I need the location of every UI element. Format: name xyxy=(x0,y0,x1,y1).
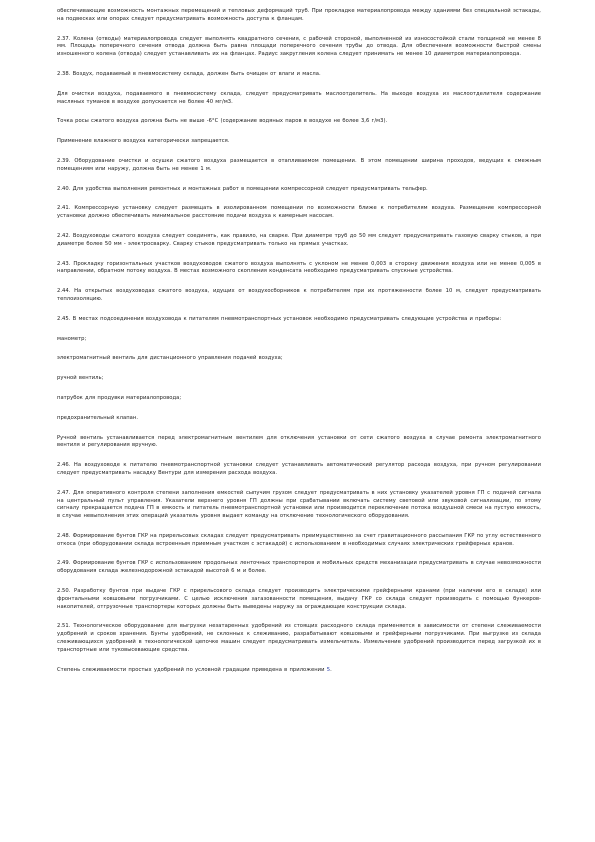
paragraph-appendix-reference xyxy=(57,667,541,675)
paragraph-2-49: 2.49. Формирование бунтов ГКР с использованием продольных ленточных транспортеров и мобильных средств механизации предусматривать в случае невозможности оборудования склада железнодорожной эстакадой высотой 6 м и более. xyxy=(57,560,541,575)
document-page xyxy=(57,8,541,834)
paragraph-2-47: 2.47. Для оперативного контроля степени заполнения емкостей сыпучим грузом следует предусматривать в них установку указателей уровня ГП с подачей сигнала на центральный пульт управления. Указатели верхнего уровня ГП должны при срабатывании включать систему световой или звуковой сигнализации, по этому сигналу прекращается подача ГП в емкость и питатель пневмотранспортной установки или производится переключение потока воздушной смеси на пустую емкость, в случае невыполнения этих операций указатель уровня выдает команду на отключение технологического оборудования. xyxy=(57,489,541,520)
paragraph-2-46: 2.46. На воздуховоде к питателю пневмотранспортной установки следует устанавливать автоматический регулятор расхода воздуха, при ручном регулировании следует предусматривать насадку Вентури для измерения расхода воздуха. xyxy=(57,462,541,476)
paragraph-2-50: 2.50. Разработку бунтов при выдаче ГКР с прирельсового склада следует производить электрическими грейферными кранами (при наличии его в складе) или фронтальными ковшовыми погрузчиками. С целью исключения загазованности помещения, выдачу ГКР со склада следует производить с помощью бункеров-накопителей, отгрузочные транспортеры которых должны быть выведены наружу за ограждающие конструкции склада. xyxy=(57,588,541,610)
paragraph-intro: обеспечивающие возможность монтажных перемещений и тепловых деформаций труб. При прокладке материалопровода между зданиями без специальной эстакады, на подвесках или опорах следует предусматривать возможность доступа к фланцам. xyxy=(57,8,541,22)
paragraph-2-48: 2.48. Формирование бунтов ГКР на прирельсовых складах следует предусматривать преимущественно за счет гравитационного рассыпания ГКР по углу естественного откоса (при оборудовании склада встроенным приемным участком с эстакадой) с использованием в необходимых случаях электрических грейферных кранов. xyxy=(57,532,541,547)
list-item-manual-valve: ручной вентиль; xyxy=(57,375,104,382)
list-item-safety-valve: предохранительный клапан. xyxy=(57,414,139,421)
paragraph-manual-valve-note: Ручной вентиль устанавливается перед электромагнитным вентилем для отключения установки от сети сжатого воздуха в случае ремонта электромагнитного вентиля и регулирования вручную. xyxy=(57,434,541,449)
paragraph-dew-point: Точка росы сжатого воздуха должна быть не выше -6°С (содержание водяных паров в воздухе не более 3,6 г/м3). xyxy=(57,118,388,125)
paragraph-oil-separator: Для очистки воздуха, подаваемого в пневмосистему склада, следует предусматривать маслоотделитель. На выходе воздуха из маслоотделителя содержание масляных туманов в воздухе допускается не более 40 мг/м3. xyxy=(57,90,541,105)
list-item-purge-pipe: патрубок для продувки материалопровода; xyxy=(57,394,182,401)
paragraph-2-51: 2.51. Технологическое оборудование для выгрузки незатаренных удобрений из стоящих расходного склада применяется в зависимости от степени слеживаемости удобрений и сроков хранения. Бунты удобрений, не склонных к слеживанию, разрабатывают ковшовыми и грейферными погрузчиками. При выгрузке из склада слеживающихся удобрений в технологической цепочке машин следует предусматривать измельчитель. Измельчение удобрений производится перед загрузкой их в транспортные или туковысевающие средства. xyxy=(57,623,541,653)
list-item-solenoid-valve: электромагнитный вентиль для дистанционного управления подачей воздуха; xyxy=(57,355,283,362)
appendix-5-link[interactable]: 5 xyxy=(326,666,331,673)
paragraph-wet-air: Применение влажного воздуха категорически запрещается. xyxy=(57,138,230,145)
paragraph-2-40: 2.40. Для удобства выполнения ремонтных и монтажных работ в помещении компрессорной следует предусматривать тельфер. xyxy=(57,185,428,192)
list-item-manometer: манометр; xyxy=(57,335,87,342)
paragraph-2-44: 2.44. На открытых воздуховодах сжатого воздуха, идущих от воздухосборников к потребителям при их протяженности более 10 м, следует предусматривать теплоизоляцию. xyxy=(57,288,541,302)
paragraph-2-42: 2.42. Воздуховоды сжатого воздуха следует соединять, как правило, на сварке. При диаметре труб до 50 мм следует предусматривать газовую сварку стыков, а при диаметре более 50 мм - электросварку. Сварку стыков предусматривать только на прямых участках. xyxy=(57,232,541,247)
appendix-reference-suffix: . xyxy=(330,666,332,673)
paragraph-2-37: 2.37. Колена (отводы) материалопровода следует выполнять квадратного сечения, с рабочей стороной, выполненной из износостойкой стали толщиной не менее 8 мм. Площадь поперечного сечения отвода должна быть равна площади поперечного сечения трубы до отвода. Для обеспечения возможности быстрой смены изношенного колена (отвода) следует устанавливать их на фланцах. Радиус закругления колена следует принимать не менее 10 диаметров материалопровода. xyxy=(57,35,541,58)
paragraph-2-41: 2.41. Компрессорную установку следует размещать в изолированном помещении по возможности ближе к потребителям воздуха. Размещение компрессорной установки должно обеспечивать минимальное расстояние подачи воздуха к камерным насосам. xyxy=(57,205,541,220)
paragraph-2-43: 2.43. Прокладку горизонтальных участков воздуховодов сжатого воздуха выполнять с уклоном не менее 0,003 в сторону движения воздуха или не менее 0,005 в направлении, обратном потоку воздуха. В местах возможного скопления конденсата необходимо предусматривать спускные устройства. xyxy=(57,260,541,275)
paragraph-2-39: 2.39. Оборудование очистки и осушки сжатого воздуха размещается в отапливаемом помещении. В этом помещении ширина проходов, ведущих к смежным помещениям или наружу, должна быть не менее 1 м. xyxy=(57,157,541,172)
appendix-reference-text: Степень слеживаемости простых удобрений по условной градации приведена в приложении xyxy=(57,666,327,673)
paragraph-2-38: 2.38. Воздух, подаваемый в пневмосистему склада, должен быть очищен от влаги и масла. xyxy=(57,70,321,77)
paragraph-2-45: 2.45. В местах подсоединения воздуховода к питателям пневмотранспортных установок необходимо предусматривать следующие устройства и приборы: xyxy=(57,315,502,322)
